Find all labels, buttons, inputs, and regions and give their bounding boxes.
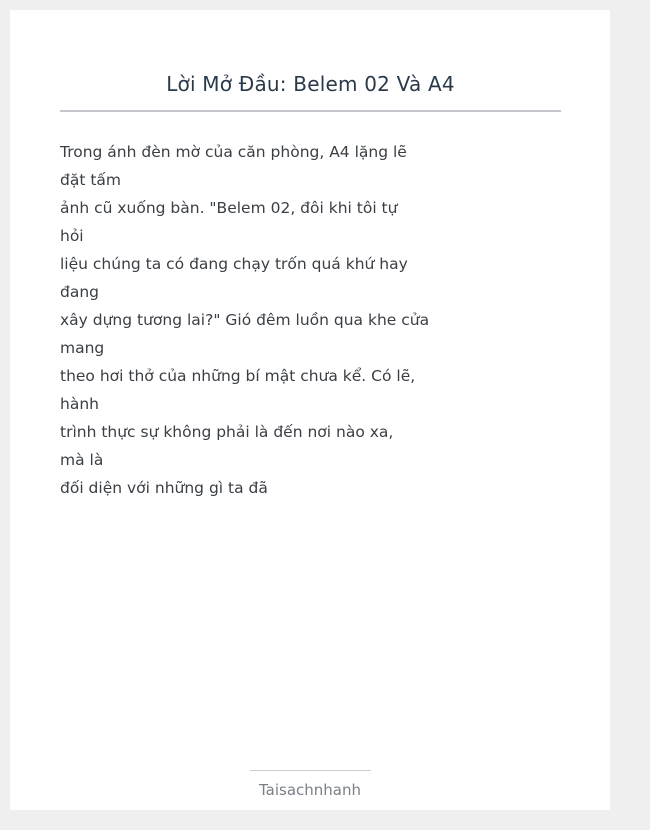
text-line: mang xyxy=(60,339,105,357)
text-line: trình thực sự không phải là đến nơi nào xa, xyxy=(60,423,394,441)
text-line: hỏi xyxy=(60,227,84,245)
footer-divider xyxy=(250,770,371,771)
footer-brand: Taisachnhanh xyxy=(258,781,362,799)
text-line: đối diện với những gì ta đã xyxy=(60,479,268,497)
text-line: mà là xyxy=(60,451,104,469)
text-line: liệu chúng ta có đang chạy trốn quá khứ hay xyxy=(60,255,408,273)
text-line: hành xyxy=(60,395,99,413)
text-line: ảnh cũ xuống bàn. "Belem 02, đôi khi tôi tự xyxy=(60,199,398,217)
body-text xyxy=(60,138,430,502)
text-line: Trong ánh đèn mờ của căn phòng, A4 lặng lẽ xyxy=(60,143,407,161)
text-line: đang xyxy=(60,283,99,301)
title-divider xyxy=(60,110,561,112)
text-line: theo hơi thở của những bí mật chưa kể. Có lẽ, xyxy=(60,367,416,385)
text-line: xây dựng tương lai?" Gió đêm luồn qua khe cửa xyxy=(60,311,430,329)
page-title: Lời Mở Đầu: Belem 02 Và A4 xyxy=(166,72,455,96)
document-page xyxy=(10,10,610,810)
text-line: đặt tấm xyxy=(60,171,122,189)
